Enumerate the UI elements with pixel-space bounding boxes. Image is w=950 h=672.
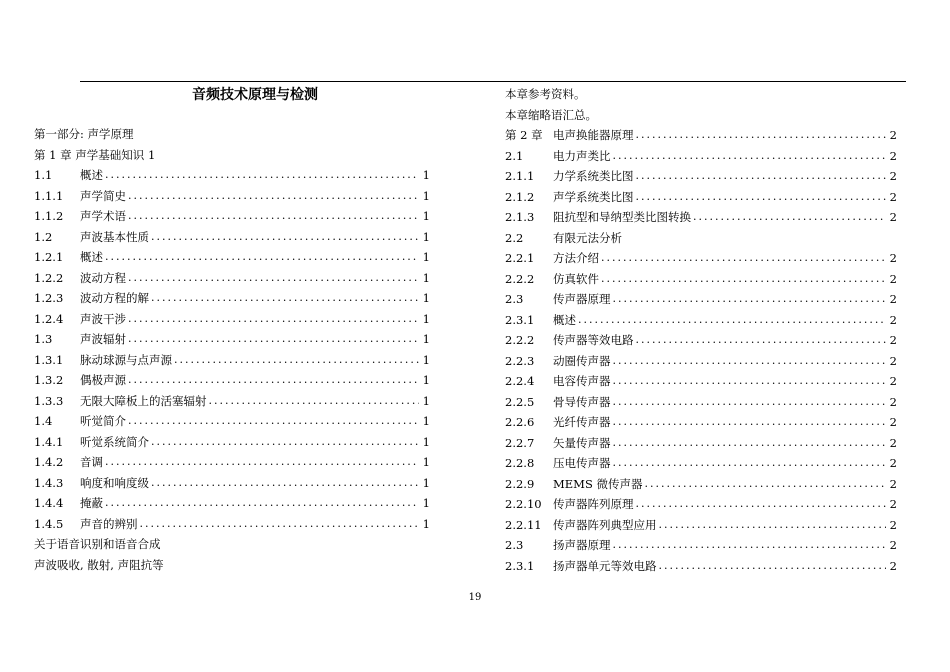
toc-entry[interactable] xyxy=(505,392,897,413)
toc-entry-number: 2.2.5 xyxy=(505,394,535,409)
toc-leader-dots xyxy=(172,350,419,371)
toc-entry-title: 矢量传声器 xyxy=(553,435,611,450)
toc-entry-number: 1.4.1 xyxy=(34,434,64,449)
toc-entry-title: 偶极声源 xyxy=(80,373,126,387)
toc-entry-number: 2.2 xyxy=(505,230,524,245)
toc-entry-title: 概述 xyxy=(80,250,103,264)
toc-entry-title: 声音的辨别 xyxy=(80,516,138,531)
toc-entry[interactable] xyxy=(34,452,430,473)
toc-entry-title: 响度和响度级 xyxy=(80,475,149,490)
toc-leader-dots xyxy=(126,206,419,227)
toc-entry-page: 2 xyxy=(889,292,897,306)
toc-entry-number: 1.2.3 xyxy=(34,291,64,305)
toc-entry[interactable] xyxy=(505,310,897,331)
toc-leader-dots xyxy=(611,146,886,167)
toc-entry-title: 声波辐射 xyxy=(80,332,126,346)
toc-entry-number: 2.3 xyxy=(505,292,524,306)
toc-entry-title: 脉动球源与点声源 xyxy=(80,352,172,367)
toc-entry-title: 概述 xyxy=(80,168,103,182)
toc-leader-dots xyxy=(103,247,419,268)
toc-entry-page: 2 xyxy=(889,374,897,388)
toc-leader-dots xyxy=(657,515,886,536)
toc-leader-dots xyxy=(657,556,886,577)
toc-entry-page: 1 xyxy=(422,291,430,305)
toc-entry-page: 1 xyxy=(422,496,430,510)
toc-entry-number: 1.2.4 xyxy=(34,311,64,326)
toc-leader-dots xyxy=(599,248,886,269)
toc-entry-page: 1 xyxy=(422,352,430,367)
toc-entry-number: 2.2.7 xyxy=(505,435,535,450)
toc-leader-dots xyxy=(576,310,886,331)
toc-leader-dots xyxy=(103,493,419,514)
toc-entry-number: 1.2.2 xyxy=(34,270,64,285)
toc-right-column xyxy=(505,84,897,576)
toc-entry[interactable] xyxy=(34,247,430,268)
top-rule xyxy=(80,81,906,82)
toc-entry-title: 阻抗型和导纳型类比图转换 xyxy=(553,210,691,224)
toc-entry-title: 传声器等效电路 xyxy=(553,333,634,347)
toc-entry[interactable] xyxy=(34,309,430,330)
toc-entry-page: 1 xyxy=(422,311,430,326)
toc-leader-dots xyxy=(149,432,419,453)
toc-entry[interactable] xyxy=(505,207,897,228)
toc-leader-dots xyxy=(691,207,886,228)
toc-leader-dots xyxy=(126,329,419,350)
toc-entry-number: 2.1.1 xyxy=(505,169,535,183)
toc-entry-title: 骨导传声器 xyxy=(553,394,611,409)
toc-leader-dots xyxy=(634,166,886,187)
toc-entry-title: 电容传声器 xyxy=(553,374,611,388)
toc-entry-page: 1 xyxy=(422,209,430,223)
toc-entry-page: 2 xyxy=(889,353,897,368)
toc-entry-number: 2.2.9 xyxy=(505,476,535,491)
toc-entry-title: 声学简史 xyxy=(80,188,126,203)
toc-entry-page: 2 xyxy=(889,148,897,163)
toc-entry[interactable] xyxy=(34,186,430,207)
toc-entry-number: 2.2.1 xyxy=(505,251,535,265)
toc-entry-title: 光纤传声器 xyxy=(553,415,611,429)
toc-entry-title: 掩蔽 xyxy=(80,496,103,510)
references-line: 本章参考资料。 xyxy=(505,87,586,101)
toc-entry-page: 2 xyxy=(889,558,897,573)
toc-entry[interactable] xyxy=(505,453,897,474)
toc-entry-title: 波动方程 xyxy=(80,270,126,285)
toc-right-entries xyxy=(505,125,897,576)
toc-entry-number: 2.2.11 xyxy=(505,517,542,532)
toc-entry-page: 2 xyxy=(889,538,897,552)
toc-entry[interactable] xyxy=(505,433,897,454)
toc-entry-number: 1.2.1 xyxy=(34,250,64,264)
toc-entry-page: 2 xyxy=(889,333,897,347)
toc-leader-dots xyxy=(126,309,419,330)
toc-leader-dots xyxy=(634,187,886,208)
toc-entry[interactable] xyxy=(34,329,430,350)
toc-entry-number: 1.4.5 xyxy=(34,516,64,531)
toc-entry-page: 1 xyxy=(422,455,430,469)
toc-entry-page: 2 xyxy=(889,169,897,183)
toc-leader-dots xyxy=(103,165,419,186)
toc-entry-title: 动圈传声器 xyxy=(553,353,611,368)
toc-entry-page: 2 xyxy=(889,435,897,450)
toc-leader-dots xyxy=(634,125,886,146)
toc-entry-title: 有限元法分析 xyxy=(553,230,622,245)
toc-leader-dots xyxy=(149,227,419,248)
toc-leader-dots xyxy=(611,433,886,454)
toc-entry-title: 听觉简介 xyxy=(80,414,126,428)
toc-entry[interactable] xyxy=(505,125,897,146)
toc-entry-title: 电力声类比 xyxy=(553,148,611,163)
toc-leader-dots xyxy=(126,268,419,289)
chapter-heading: 第 1 章 声学基础知识 1 xyxy=(34,147,156,162)
toc-entry-number: 第 2 章 xyxy=(505,128,543,142)
toc-leader-dots xyxy=(642,474,885,495)
toc-leader-dots xyxy=(611,535,886,556)
toc-entry-title: 声学系统类比图 xyxy=(553,189,634,204)
toc-entry-number: 1.1.1 xyxy=(34,188,64,203)
toc-entry-page: 2 xyxy=(889,189,897,204)
document-title: 音频技术原理与检测 xyxy=(192,87,318,103)
note-line: 声波吸收, 散射, 声阻抗等 xyxy=(34,557,164,572)
toc-entry-number: 1.1.2 xyxy=(34,209,64,223)
toc-entry-number: 1.3.1 xyxy=(34,352,64,367)
toc-entry-title: 声波干涉 xyxy=(80,311,126,326)
toc-entry-number: 1.3 xyxy=(34,332,53,346)
note-line: 关于语音识别和语音合成 xyxy=(34,537,161,551)
toc-entry-number: 2.2.2 xyxy=(505,271,535,286)
toc-entry-title: 声波基本性质 xyxy=(80,229,149,244)
toc-entry[interactable] xyxy=(505,248,897,269)
toc-entry[interactable] xyxy=(34,165,430,186)
toc-leader-dots xyxy=(611,392,886,413)
toc-entry-title: 传声器阵列原理 xyxy=(553,497,634,511)
toc-entry[interactable] xyxy=(34,288,430,309)
toc-entry-title: 电声换能器原理 xyxy=(553,128,634,142)
toc-entry[interactable] xyxy=(505,166,897,187)
toc-entry-page: 1 xyxy=(422,270,430,285)
toc-entry-page: 2 xyxy=(889,497,897,511)
toc-entry-number: 2.2.8 xyxy=(505,456,535,470)
toc-entry[interactable] xyxy=(505,494,897,515)
toc-entry[interactable] xyxy=(34,411,430,432)
toc-leader-dots xyxy=(138,514,419,535)
toc-entry-number: 1.1 xyxy=(34,168,53,182)
toc-leader-dots xyxy=(611,453,886,474)
toc-entry-page: 1 xyxy=(422,332,430,346)
toc-entry-title: 听觉系统简介 xyxy=(80,434,149,449)
toc-leader-dots xyxy=(611,371,886,392)
toc-leader-dots xyxy=(599,269,886,290)
toc-entry-page: 1 xyxy=(422,393,430,408)
toc-entry-title: 无限大障板上的活塞辐射 xyxy=(80,393,207,408)
toc-entry-number: 1.4.3 xyxy=(34,475,64,490)
toc-entry[interactable] xyxy=(505,556,897,577)
toc-entry-title: 扬声器单元等效电路 xyxy=(553,558,657,573)
toc-entry-page: 1 xyxy=(422,250,430,264)
toc-entry[interactable] xyxy=(34,350,430,371)
toc-entry-page: 2 xyxy=(889,271,897,286)
toc-entry-title: 方法介绍 xyxy=(553,251,599,265)
toc-entry[interactable] xyxy=(505,289,897,310)
toc-entry-number: 2.2.2 xyxy=(505,333,535,347)
toc-entry[interactable] xyxy=(34,391,430,412)
toc-entry[interactable] xyxy=(505,330,897,351)
toc-entry[interactable] xyxy=(505,371,897,392)
toc-entry[interactable] xyxy=(505,187,897,208)
toc-entry[interactable] xyxy=(34,432,430,453)
toc-entry-page: 1 xyxy=(422,168,430,182)
toc-leader-dots xyxy=(126,370,419,391)
toc-leader-dots xyxy=(634,330,886,351)
toc-leader-dots xyxy=(611,412,886,433)
toc-entry[interactable] xyxy=(34,493,430,514)
toc-entry-number: 2.2.10 xyxy=(505,497,542,511)
toc-leader-dots xyxy=(149,473,419,494)
toc-entry-title: 仿真软件 xyxy=(553,271,599,286)
toc-entry-number: 2.2.6 xyxy=(505,415,535,429)
toc-entry-number: 2.2.3 xyxy=(505,353,535,368)
toc-entry-number: 2.1.2 xyxy=(505,189,535,204)
toc-entry-title: 力学系统类比图 xyxy=(553,169,634,183)
toc-entry-number: 1.3.2 xyxy=(34,373,64,387)
toc-leader-dots xyxy=(126,411,419,432)
toc-entry-page: 2 xyxy=(889,210,897,224)
toc-entry-page: 1 xyxy=(422,188,430,203)
toc-leader-dots xyxy=(103,452,419,473)
toc-entry[interactable] xyxy=(34,514,430,535)
toc-leader-dots xyxy=(126,186,419,207)
toc-entry-number: 1.2 xyxy=(34,229,53,244)
toc-entry-title: 波动方程的解 xyxy=(80,291,149,305)
toc-entry-title: 扬声器原理 xyxy=(553,538,611,552)
toc-leader-dots xyxy=(207,391,419,412)
toc-entry-number: 2.1 xyxy=(505,148,524,163)
toc-leader-dots xyxy=(611,289,886,310)
toc-entry-page: 1 xyxy=(422,373,430,387)
part-heading: 第一部分: 声学原理 xyxy=(34,127,134,141)
page-number: 19 xyxy=(468,592,482,603)
toc-entry-title: 声学术语 xyxy=(80,209,126,223)
toc-entry-title: 传声器原理 xyxy=(553,292,611,306)
toc-entry-page: 2 xyxy=(889,415,897,429)
toc-entry-number: 1.4 xyxy=(34,414,53,428)
toc-entry-page: 1 xyxy=(422,516,430,531)
toc-entry-page: 1 xyxy=(422,414,430,428)
toc-entry-page: 2 xyxy=(889,312,897,327)
toc-leader-dots xyxy=(611,351,886,372)
toc-entry-page: 2 xyxy=(889,394,897,409)
toc-entry-number: 2.1.3 xyxy=(505,210,535,224)
toc-entry-page: 1 xyxy=(422,229,430,244)
toc-entry-number: 2.3 xyxy=(505,538,524,552)
toc-entry-number: 2.3.1 xyxy=(505,312,535,327)
toc-entry-title: MEMS 微传声器 xyxy=(553,476,643,491)
toc-entry-page: 2 xyxy=(889,517,897,532)
toc-entry[interactable] xyxy=(505,515,897,536)
toc-entry-title: 音调 xyxy=(80,455,103,469)
toc-entry-number: 1.4.4 xyxy=(34,496,64,510)
toc-entry-number: 2.3.1 xyxy=(505,558,535,573)
toc-entry-page: 1 xyxy=(422,475,430,490)
toc-entry-number: 2.2.4 xyxy=(505,374,535,388)
toc-entry[interactable] xyxy=(34,268,430,289)
toc-entry-title: 压电传声器 xyxy=(553,456,611,470)
toc-entry[interactable] xyxy=(34,370,430,391)
toc-entry-title: 概述 xyxy=(553,312,576,327)
toc-entry[interactable] xyxy=(34,473,430,494)
toc-entry-page: 2 xyxy=(889,128,897,142)
toc-entry[interactable] xyxy=(505,228,897,249)
toc-left-column xyxy=(34,124,430,575)
toc-entry-page: 1 xyxy=(422,434,430,449)
toc-entry-number: 1.3.3 xyxy=(34,393,64,408)
toc-leader-dots xyxy=(634,494,886,515)
toc-entry-number: 1.4.2 xyxy=(34,455,64,469)
toc-entry-page: 2 xyxy=(889,476,897,491)
toc-entry-page: 2 xyxy=(889,251,897,265)
toc-entry-page: 2 xyxy=(889,456,897,470)
abbreviations-line: 本章缩略语汇总。 xyxy=(505,107,597,122)
toc-entry[interactable] xyxy=(505,535,897,556)
toc-left-entries xyxy=(34,165,430,534)
toc-entry[interactable] xyxy=(505,146,897,167)
toc-entry[interactable] xyxy=(505,269,897,290)
toc-entry[interactable] xyxy=(34,227,430,248)
toc-entry-title: 传声器阵列典型应用 xyxy=(553,517,657,532)
toc-entry[interactable] xyxy=(505,474,897,495)
toc-entry[interactable] xyxy=(34,206,430,227)
toc-leader-dots xyxy=(149,288,419,309)
toc-entry[interactable] xyxy=(505,412,897,433)
toc-entry[interactable] xyxy=(505,351,897,372)
